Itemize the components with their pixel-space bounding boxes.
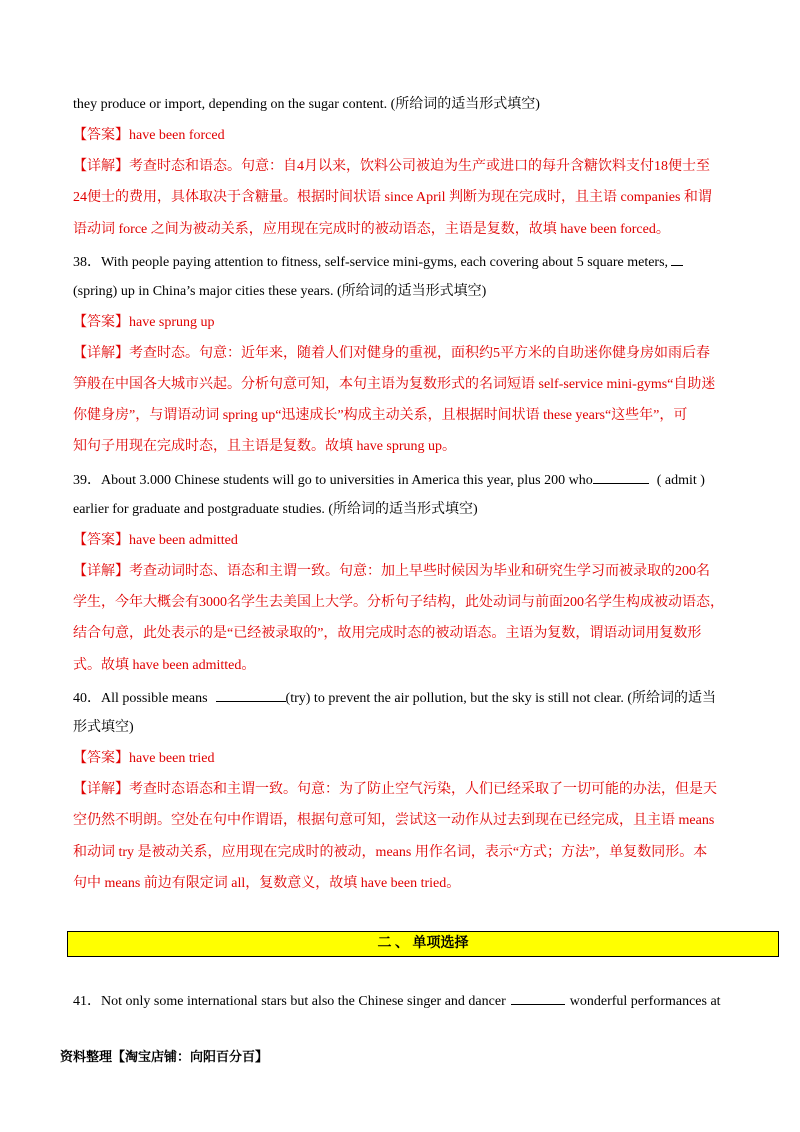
explanation-38-line4: 知句子用现在完成时态，且主语是复数。故填 have sprung up。 (73, 439, 457, 454)
question-41-line1: 41．Not only some international stars but also the Chinese singer and dancer wonderful performances at (73, 990, 733, 1012)
question-40-line1: 40．All possible means (try) to prevent the air pollution, but the sky is still not clear. (所给词的适当 (73, 687, 733, 709)
explanation-39-line3: 结合句意，此处表示的是“已经被录取的”，故用完成时态的被动语态。主语为复数，谓语动词用复数形 (73, 626, 702, 641)
question-39-line2: earlier for graduate and postgraduate studies. (所给词的适当形式填空) (73, 502, 478, 517)
explanation-40-line4: 句中 means 前边有限定词 all，复数意义，故填 have been tried。 (73, 876, 461, 891)
explanation-37-line2: 24便士的费用，具体取决于含糖量。根据时间状语 since April 判断为现在完成时，且主语 companies 和谓 (73, 190, 712, 205)
page-footer: 资料整理【淘宝店铺：向阳百分百】 (60, 1049, 269, 1064)
explanation-39-line2: 学生，今年大概会有3000名学生去美国上大学。分析句子结构，此处动词与前面200名学生构成被动语态， (73, 595, 724, 610)
question-39-line1: 39．About 3.000 Chinese students will go to universities in America this year, plus 200 who ( admit ) (73, 469, 733, 491)
explanation-38-line3: 你健身房”，与谓语动词 spring up“迅速成长”构成主动关系，且根据时间状语 these years“这些年”，可 (73, 408, 688, 423)
answer-blank[interactable] (216, 687, 286, 702)
answer-blank[interactable] (671, 251, 683, 266)
answer-37: 【答案】have been forced (73, 128, 225, 143)
question-40-line2: 形式填空) (73, 720, 134, 735)
explanation-37-line3: 语动词 force 之间为被动关系，应用现在完成时的被动语态，主语是复数，故填 have been forced。 (73, 222, 670, 237)
explanation-37-line1: 【详解】考查时态和语态。句意：自4月以来，饮料公司被迫为生产或进口的每升含糖饮料支付18便士至 (73, 159, 710, 174)
answer-blank[interactable] (593, 469, 649, 484)
answer-39: 【答案】have been admitted (73, 533, 238, 548)
question-38-line1: 38．With people paying attention to fitness, self-service mini-gyms, each covering about 5 square meters, (73, 251, 733, 273)
section-header-multiple-choice: 二 、 单项选择 (67, 931, 779, 957)
explanation-40-line1: 【详解】考查时态语态和主谓一致。句意：为了防止空气污染，人们已经采取了一切可能的办法，但是天 (73, 782, 717, 797)
answer-38: 【答案】have sprung up (73, 315, 215, 330)
question-37-continuation: they produce or import, depending on the sugar content. (所给词的适当形式填空) (73, 97, 540, 112)
explanation-39-line4: 式。故填 have been admitted。 (73, 658, 256, 673)
explanation-40-line2: 空仍然不明朗。空处在句中作谓语，根据句意可知，尝试这一动作从过去到现在已经完成，且主语 means (73, 813, 715, 828)
answer-blank[interactable] (511, 990, 565, 1005)
question-38-line2: (spring) up in China’s major cities these years. (所给词的适当形式填空) (73, 284, 487, 299)
explanation-38-line2: 笋般在中国各大城市兴起。分析句意可知，本句主语为复数形式的名词短语 self-service mini-gyms“自助迷 (73, 377, 716, 392)
explanation-40-line3: 和动词 try 是被动关系，应用现在完成时的被动，means 用作名词，表示“方式；方法”，单复数同形。本 (73, 845, 708, 860)
explanation-38-line1: 【详解】考查时态。句意：近年来，随着人们对健身的重视，面积约5平方米的自助迷你健身房如雨后春 (73, 346, 710, 361)
explanation-39-line1: 【详解】考查动词时态、语态和主谓一致。句意：加上早些时候因为毕业和研究生学习而被录取的200名 (73, 564, 710, 579)
answer-40: 【答案】have been tried (73, 751, 215, 766)
